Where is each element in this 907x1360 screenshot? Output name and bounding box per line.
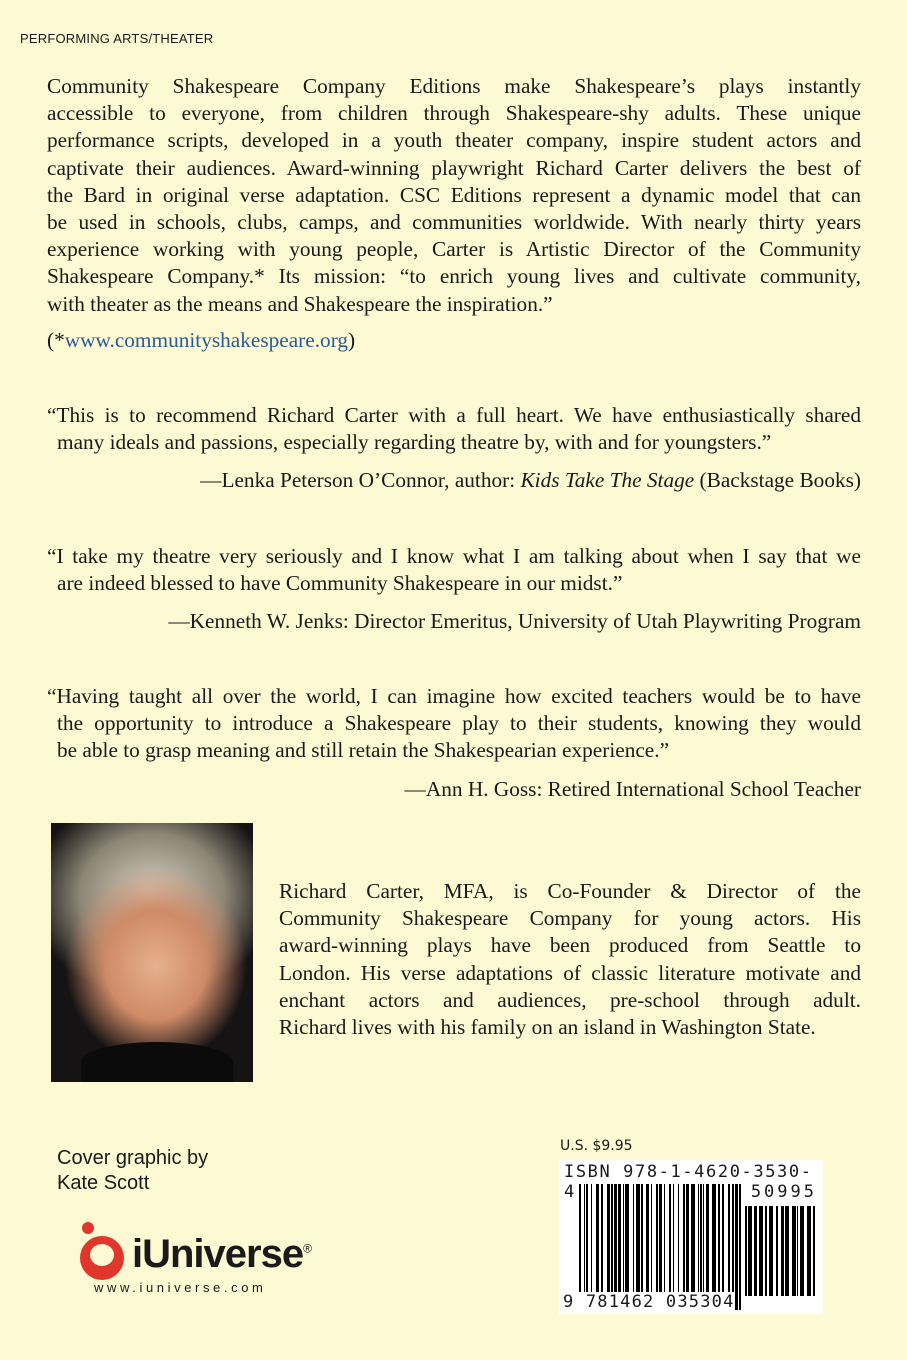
website-link[interactable]: www.communityshakespeare.org (64, 328, 349, 352)
bio-line: Richard Carter, MFA, is Co-Founder & Director of the (279, 879, 861, 903)
addon-code: 50995 (750, 1182, 817, 1202)
bio-line: Community Shakespeare Company for young actors. His (279, 906, 861, 931)
description-line: captivate their audiences. Award-winning playwright Richard Carter delivers the best of (47, 155, 861, 180)
bio-line: London. His verse adaptations of classic literature motivate and (279, 960, 861, 985)
quote-line: “I take my theatre very seriously and I know what I am talking about when I say that we (47, 544, 861, 568)
barcode-digits: 9 781462 035304 (563, 1292, 735, 1312)
quote-attribution (47, 467, 861, 494)
bio-line: enchant actors and audiences, pre-school through adult. (279, 987, 861, 1012)
quote-attribution: —Ann H. Goss: Retired International School Teacher (404, 776, 861, 801)
description-line: be used in schools, clubs, camps, and communities worldwide. With nearly thirty years (47, 210, 861, 235)
description (47, 73, 861, 318)
description-line: experience working with young people, Carter is Artistic Director of the Community (47, 237, 861, 262)
book-title: Kids Take The Stage (520, 468, 695, 493)
logo-swirl-icon (80, 1236, 124, 1280)
price: U.S. $9.95 (560, 1138, 633, 1154)
logo-dot-icon (82, 1222, 94, 1234)
author-photo (51, 823, 253, 1082)
quote-line: “Having taught all over the world, I can imagine how excited teachers would be to have (47, 684, 861, 708)
quote-line: the opportunity to introduce a Shakespeare play to their students, knowing they would (57, 711, 861, 736)
bio-line: Richard lives with his family on an island in Washington State. (279, 1015, 816, 1040)
description-line: the Bard in original verse adaptation. CSC Editions represent a dynamic model that can (47, 182, 861, 207)
quote-2 (47, 543, 861, 636)
url-prefix: (* (47, 328, 65, 352)
quote-3 (47, 683, 861, 803)
credit-name: Kate Scott (57, 1172, 150, 1194)
attribution-text: —Lenka Peterson O’Connor, author: (200, 468, 521, 493)
publisher-logo (80, 1222, 320, 1302)
author-bio (279, 878, 861, 1041)
quote-line: many ideals and passions, especially regarding theatre by, with and for youngsters.” (57, 430, 772, 455)
quote-attribution: —Kenneth W. Jenks: Director Emeritus, University of Utah Playwriting Program (168, 609, 861, 634)
quote-line: “This is to recommend Richard Carter with a full heart. We have enthusiastically shared (47, 403, 861, 427)
attribution-suffix: (Backstage Books) (694, 468, 861, 493)
url-suffix: ) (348, 328, 356, 352)
isbn-text: ISBN 978-1-4620-3530-4 (564, 1162, 813, 1202)
publisher-name: iUniverse® (132, 1232, 311, 1276)
description-line: Shakespeare Company.* Its mission: “to enrich young lives and cultivate community, (47, 264, 861, 289)
isbn-barcode (559, 1160, 823, 1314)
quote-line: are indeed blessed to have Community Shakespeare in our midst.” (57, 571, 623, 596)
credit-line: Cover graphic by (57, 1147, 209, 1169)
author-photo-shirt (81, 1042, 233, 1082)
description-line: Community Shakespeare Company Editions make Shakespeare’s plays instantly (47, 74, 861, 98)
quote-1 (47, 402, 861, 495)
bio-line: award-winning plays have been produced from Seattle to (279, 933, 861, 958)
cover-credit (57, 1146, 208, 1196)
publisher-url: www.iuniverse.com (94, 1280, 267, 1295)
description-line: accessible to everyone, from children through Shakespeare-shy adults. These unique (47, 101, 861, 126)
description-line: performance scripts, developed in a youth theater company, inspire student actors and (47, 128, 861, 153)
description-line: with theater as the means and Shakespeare the inspiration.” (47, 291, 553, 316)
category-label: PERFORMING ARTS/THEATER (20, 31, 214, 46)
quote-line: be able to grasp meaning and still retain the Shakespearian experience.” (57, 738, 670, 763)
addon-bars (745, 1206, 817, 1296)
website-note (47, 327, 355, 354)
